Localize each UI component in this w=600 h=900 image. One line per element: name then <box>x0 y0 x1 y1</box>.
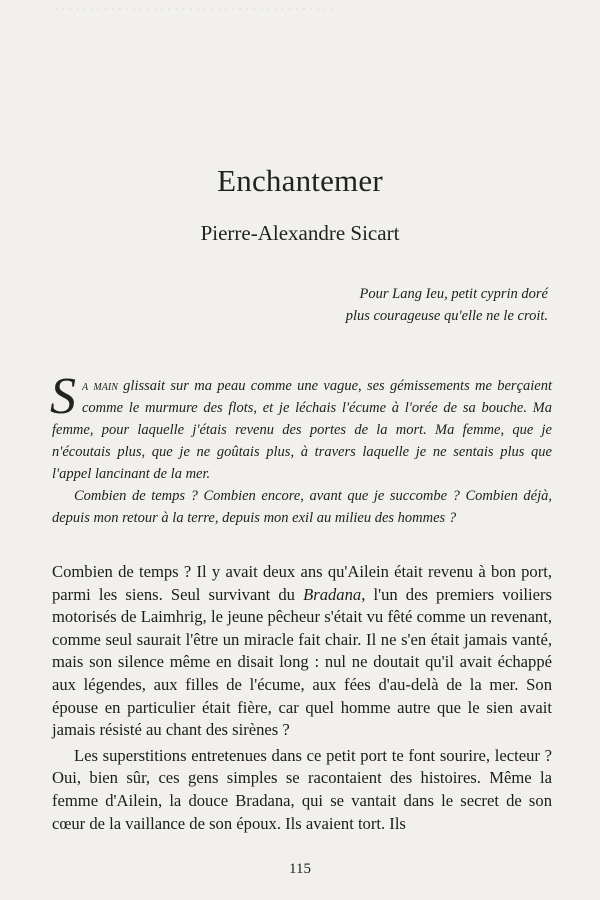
body-text-span: Combien de temps ? Il y avait deux ans qu'Ailein était revenu à bon port, parmi les siens. Seul survivant du <box>52 562 552 604</box>
epigraph-text: glissait sur ma peau comme une vague, ses gémissements me berçaient comme le murmure des flots, et je léchais l'écume à l'orée de sa bouche. Ma femme, pour laquelle j'étais revenu des portes de la mort. Ma femme, que je n'écoutais plus, que je ne goûtais plus, à travers laquelle je ne sentais plus que l'appel lancinant de la mer. <box>52 378 552 482</box>
dedication <box>248 283 548 327</box>
epigraph-paragraph: Combien de temps ? Combien encore, avant que je succombe ? Combien déjà, depuis mon retour à la terre, depuis mon exil au milieu des hommes ? <box>52 488 552 526</box>
italic-epigraph <box>50 368 552 529</box>
chapter-title: Enchantemer <box>217 163 383 198</box>
dedication-line: plus courageuse qu'elle ne le croit. <box>345 308 548 324</box>
body-text-span: , l'un des premiers voiliers motorisés de Laimhrig, le jeune pêcheur s'était vu fêté comme un revenant, comme seul saurait l'être un miracle fait chair. Il ne s'en était jamais vanté, mais son silence même en disait long : nul ne doutait qu'il avait échappé aux légendes, aux filles de l'écume, aux fées d'au-delà de la mer. Son épouse en particulier était fière, car quel homme autre que le sien avait jamais résisté au chant des sirènes ? <box>52 584 552 740</box>
body-paragraph: Les superstitions entretenues dans ce petit port te font sourire, lecteur ? Oui, bien sûr, ces gens simples se racontaient des histoires. Même la femme d'Ailein, la douce Bradana, qui se vantait dans le secret de son cœur de la vaillance de son époux. Ils avaient tort. Ils <box>52 745 552 833</box>
ship-name: Bradana <box>303 584 362 604</box>
dedication-line: Pour Lang Ieu, petit cyprin doré <box>359 286 548 302</box>
author-name: Pierre-Alexandre Sicart <box>200 221 400 245</box>
body-text <box>52 561 552 835</box>
epigraph-smallcaps: a main <box>82 378 118 394</box>
epigraph-paragraph <box>50 368 552 485</box>
show-through-texture: ᐧ ᐧ ᐧ ᐧ ᐧ ᐧ ᐧ ᐧ ᐧ ᐧ ᐧ ᐧ ᐧ ᐧ ᐧ ᐧ ᐧ ᐧ ᐧ ᐧ ᐧ ᐧ ᐧ ᐧ ᐧ ᐧ ᐧ ᐧ ᐧ ᐧ ᐧ ᐧ ᐧ ᐧ ᐧ ᐧ ᐧ ᐧ ᐧ ᐧ <box>54 3 334 18</box>
body-paragraph <box>52 561 552 742</box>
page-number: 115 <box>289 861 311 877</box>
drop-cap: S <box>50 368 76 425</box>
